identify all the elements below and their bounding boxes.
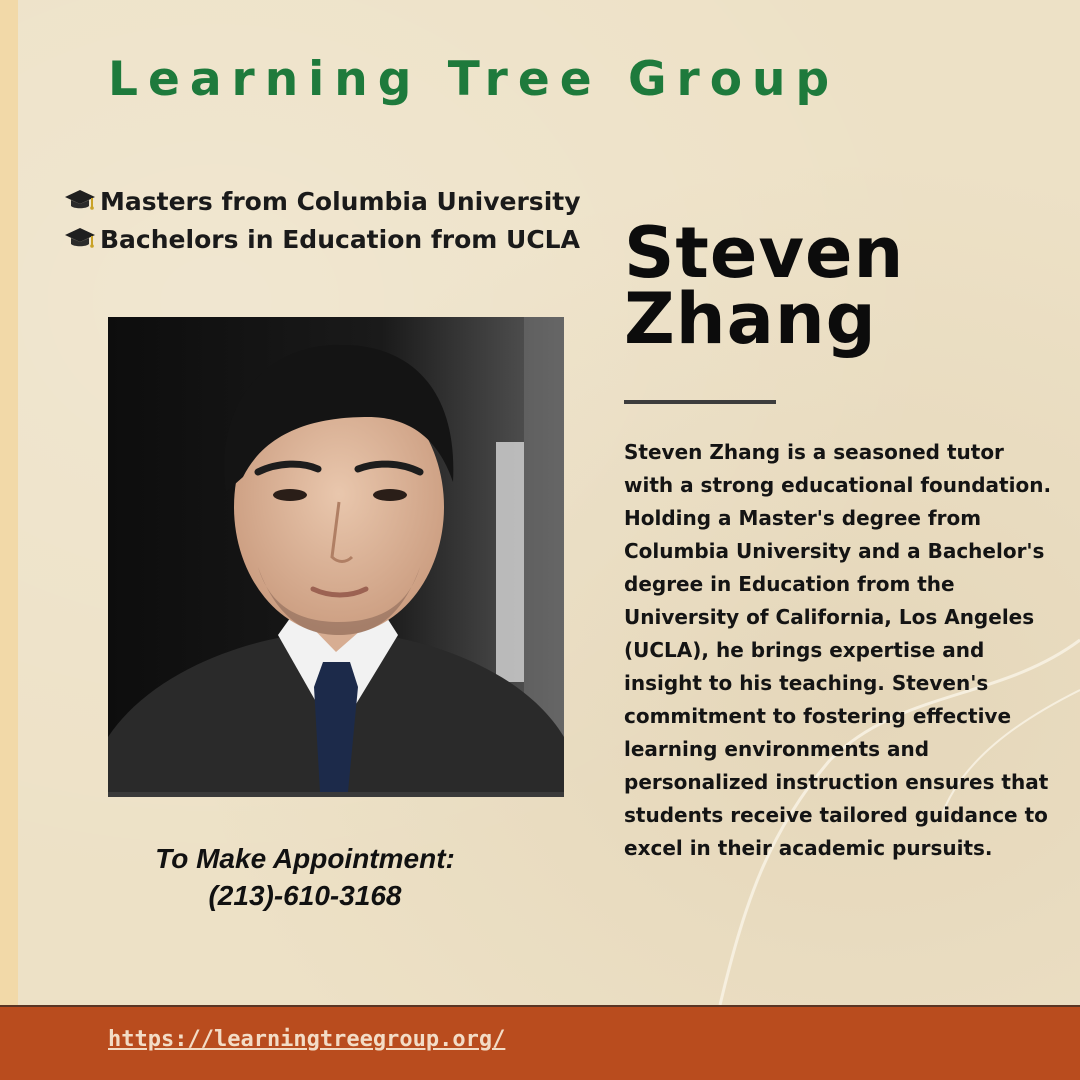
profile-photo — [108, 317, 564, 797]
graduation-cap-icon — [64, 188, 96, 214]
tutor-name — [624, 212, 905, 360]
brand-title: Learning Tree Group — [108, 52, 840, 107]
website-link[interactable]: https://learningtreegroup.org/ — [108, 1027, 506, 1052]
tutor-bio: Steven Zhang is a seasoned tutor with a strong educational foundation. Holding a Master's degree from Columbia University and a Bachelor's degree in Education from the University of California, Los Angeles (UCLA), he brings expertise and insight to his teaching. Steven's commitment to fostering effective learning environments and personalized instruction ensures that students receive tailored guidance to excel in their academic pursuits. — [624, 440, 1052, 860]
name-divider — [624, 400, 776, 404]
graduation-cap-icon — [64, 226, 96, 252]
credential-item-masters — [64, 182, 581, 220]
footer-bar — [0, 1005, 1080, 1080]
tutor-last-name: Zhang — [624, 278, 877, 360]
credential-item-bachelors — [64, 220, 581, 258]
appointment-phone[interactable]: (213)-610-3168 — [208, 880, 402, 911]
credentials-list — [64, 182, 581, 258]
credential-text: Bachelors in Education from UCLA — [100, 224, 580, 254]
appointment-label: To Make Appointment: — [155, 843, 455, 874]
credential-text: Masters from Columbia University — [100, 186, 581, 216]
tutor-first-name: Steven — [624, 212, 905, 294]
appointment-info — [100, 840, 510, 914]
